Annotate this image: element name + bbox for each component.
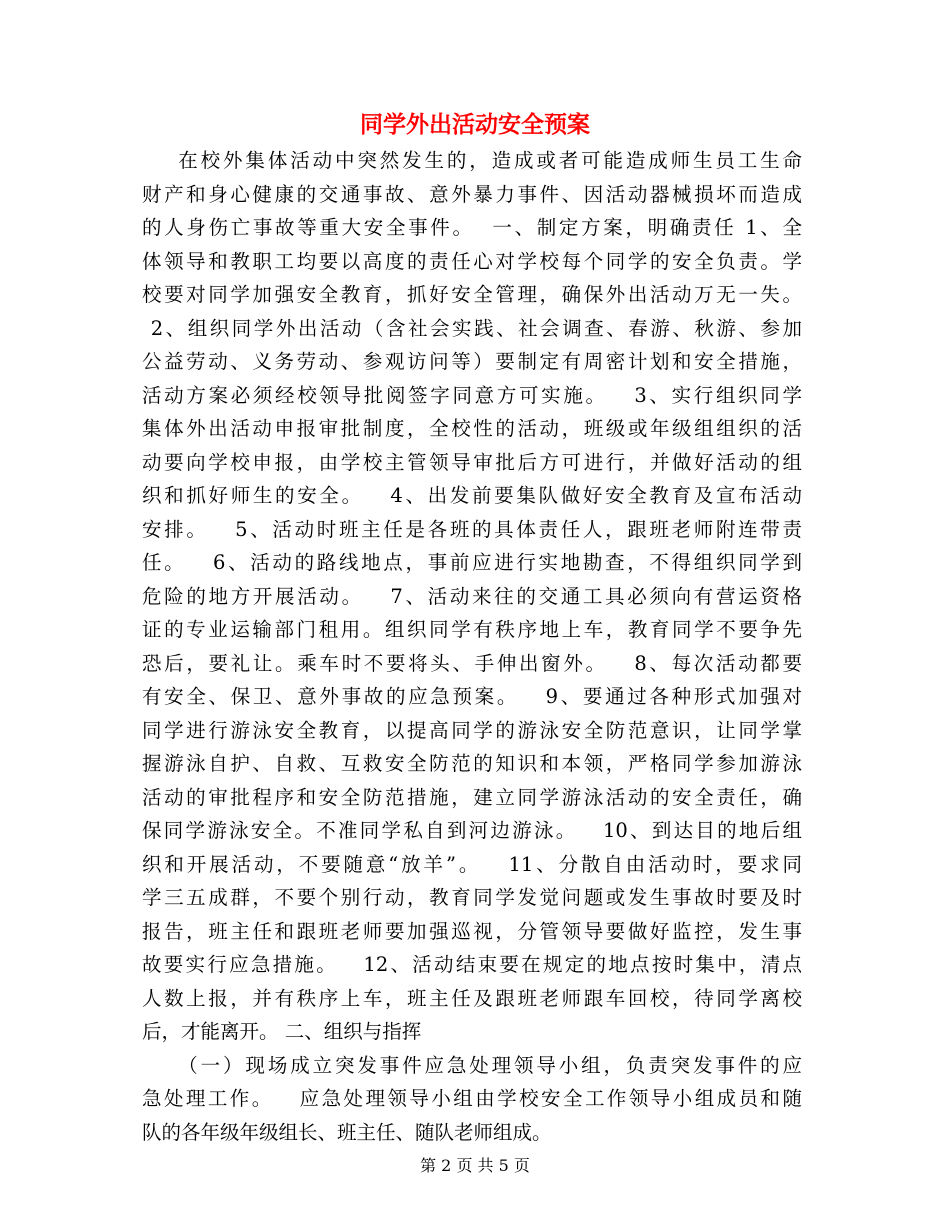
body-line: 学三五成群，不要个别行动，教育同学发觉问题或发生事故时要及时 bbox=[142, 886, 802, 909]
body-line: 活动的审批程序和安全防范措施，建立同学游泳活动的安全责任，确 bbox=[142, 785, 802, 809]
body-line: 急处理工作。 应急处理领导小组由学校安全工作领导小组成员和随 bbox=[142, 1087, 802, 1110]
body-line: 集体外出活动申报审批制度，全校性的活动，班级或年级组组织的活 bbox=[142, 417, 802, 440]
body-line: 握游泳自护、自救、互救安全防范的知识和本领，严格同学参加游泳 bbox=[142, 752, 802, 775]
body-line: 报告，班主任和跟班老师要加强巡视，分管领导要做好监控，发生事 bbox=[142, 919, 802, 943]
body-line: 人数上报，并有秩序上车，班主任及跟班老师跟车回校，待同学离校 bbox=[142, 986, 802, 1010]
body-line: 织和开展活动，不要随意“放羊”。 11、分散自由活动时，要求同 bbox=[142, 852, 802, 876]
body-line: 队的各年级年级组长、班主任、随队老师组成。 bbox=[142, 1120, 552, 1144]
body-line: 故要实行应急措施。 12、活动结束要在规定的地点按时集中，清点 bbox=[142, 953, 802, 976]
body-line: 在校外集体活动中突然发生的，造成或者可能造成师生员工生命 bbox=[142, 149, 802, 172]
body-line: 危险的地方开展活动。 7、活动来往的交通工具必须向有营运资格 bbox=[142, 584, 802, 608]
page-number-footer: 第 2 页 共 5 页 bbox=[420, 1156, 530, 1175]
body-line: 校要对同学加强安全教育，抓好安全管理，确保外出活动万无一失。 bbox=[142, 283, 802, 306]
document-title: 同学外出活动安全预案 bbox=[360, 111, 590, 138]
body-line: 公益劳动、义务劳动、参观访问等）要制定有周密计划和安全措施， bbox=[142, 350, 802, 373]
body-line: 体领导和教职工均要以高度的责任心对学校每个同学的安全负责。学 bbox=[142, 249, 802, 273]
body-line: 后，才能离开。 二、组织与指挥 bbox=[142, 1020, 422, 1043]
body-line: 织和抓好师生的安全。 4、出发前要集队做好安全教育及宣布活动 bbox=[142, 484, 802, 507]
body-line: 任。 6、活动的路线地点，事前应进行实地勘查，不得组织同学到 bbox=[142, 551, 802, 574]
body-line: （一）现场成立突发事件应急处理领导小组，负责突发事件的应 bbox=[142, 1053, 802, 1077]
document-body bbox=[142, 144, 802, 1149]
body-line: 证的专业运输部门租用。组织同学有秩序地上车，教育同学不要争先 bbox=[142, 618, 802, 641]
body-line: 动要向学校申报，由学校主管领导审批后方可进行，并做好活动的组 bbox=[142, 450, 802, 474]
body-line: 的人身伤亡事故等重大安全事件。 一、制定方案，明确责任 1、全 bbox=[142, 216, 802, 239]
body-line: 有安全、保卫、意外事故的应急预案。 9、要通过各种形式加强对 bbox=[142, 685, 802, 708]
body-line: 财产和身心健康的交通事故、意外暴力事件、因活动器械损坏而造成 bbox=[142, 182, 802, 206]
body-line: 活动方案必须经校领导批阅签字同意方可实施。 3、实行组织同学 bbox=[142, 383, 802, 407]
body-line: 同学进行游泳安全教育，以提高同学的游泳安全防范意识，让同学掌 bbox=[142, 718, 802, 742]
body-line: 2、组织同学外出活动（含社会实践、社会调查、春游、秋游、参加 bbox=[142, 316, 802, 340]
body-line: 安排。 5、活动时班主任是各班的具体责任人，跟班老师附连带责 bbox=[142, 517, 802, 541]
body-line: 恐后，要礼让。乘车时不要将头、手伸出窗外。 8、每次活动都要 bbox=[142, 651, 802, 675]
body-line: 保同学游泳安全。不准同学私自到河边游泳。 10、到达目的地后组 bbox=[142, 819, 802, 842]
